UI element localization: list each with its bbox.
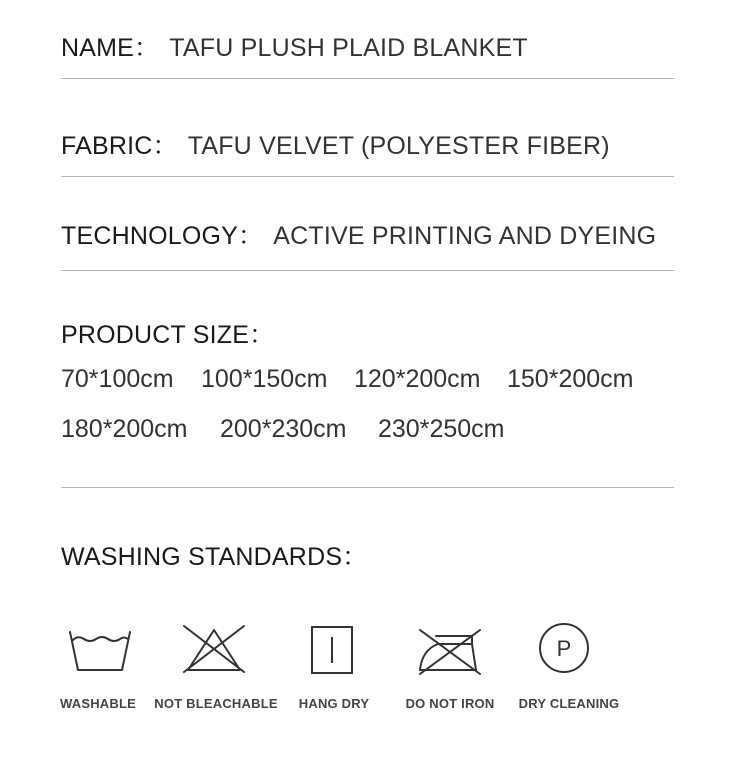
hang-dry-icon [309,625,355,675]
technology-value: ACTIVE PRINTING AND DYEING [273,222,657,250]
crossed-iron-icon [416,626,484,676]
size-item: 100*150cm [201,365,328,393]
technology-row [61,216,656,252]
washtub-icon [66,626,134,676]
size-item: 180*200cm [61,415,188,443]
caption-do-not-iron: DO NOT IRON [405,696,495,711]
name-value: TAFU PLUSH PLAID BLANKET [169,34,528,62]
size-item: 120*200cm [354,365,481,393]
name-label: NAME： [61,34,160,62]
size-item: 200*230cm [220,415,347,443]
caption-not-bleachable: NOT BLEACHABLE [154,696,278,711]
size-list-line-1 [61,365,633,394]
product-size-label: PRODUCT SIZE： [61,321,275,349]
washing-row [61,537,367,573]
fabric-value: TAFU VELVET (POLYESTER FIBER) [187,132,610,160]
caption-dry-cleaning: DRY CLEANING [518,696,620,711]
name-row [61,28,528,64]
washing-label: WASHING STANDARDS： [61,543,368,571]
caption-hang-dry: HANG DRY [298,696,370,711]
dry-clean-p-icon [537,621,591,675]
product-size-row [61,315,274,351]
fabric-row [61,126,610,162]
size-item: 230*250cm [378,415,505,443]
divider [61,176,674,177]
technology-label: TECHNOLOGY： [61,222,264,250]
crossed-triangle-icon [180,624,248,674]
divider [61,78,674,79]
size-list-line-2 [61,415,504,444]
divider [61,270,674,271]
dry-clean-letter: P [556,636,572,661]
divider [61,487,674,488]
size-item: 150*200cm [507,365,634,393]
fabric-label: FABRIC： [61,132,178,160]
caption-washable: WASHABLE [60,696,136,711]
size-item: 70*100cm [61,365,174,393]
